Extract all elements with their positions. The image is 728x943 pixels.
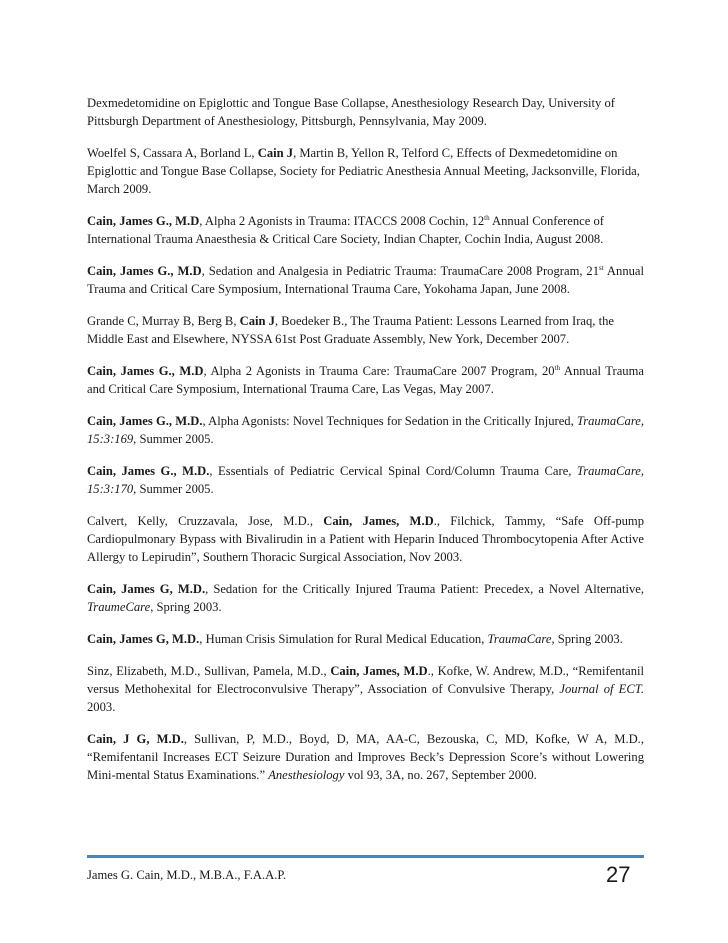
entry-text: , Spring 2003. — [150, 600, 222, 614]
entry-text: , Human Crisis Simulation for Rural Medical Education, — [199, 632, 488, 646]
ordinal-suffix: th — [484, 214, 490, 222]
entry-text: Annual Trauma and Critical Care Symposium, International Trauma Care, Yokohama Japan, June 2008. — [87, 264, 645, 296]
page-number: 27 — [606, 862, 631, 887]
publication-entry — [87, 412, 644, 448]
author-highlight: Cain, James G, M.D. — [87, 632, 200, 646]
ordinal-suffix: th — [554, 364, 561, 372]
author-highlight: Cain, James G., M.D — [87, 214, 200, 228]
entry-text: Dexmedetomidine on Epiglottic and Tongue Base Collapse, Anesthesiology Research Day, University of Pittsburgh Department of Anesthesiology, Pittsburgh, Pennsylvania, May 2009. — [87, 96, 615, 128]
author-highlight: Cain, James G., M.D. — [87, 414, 203, 428]
publication-entry — [87, 94, 644, 130]
entry-text: Annual Trauma and Critical Care Symposium, International Trauma Care, Las Vegas, May 2007. — [87, 364, 644, 396]
entry-text: , Sullivan, P, M.D., Boyd, D, MA, AA-C, Bezouska, C, MD, Kofke, W A, M.D., “Remifentanil Increases ECT Seizure Duration and Improves Beck’s Depression Score’s without Lowering Mini-mental Status Examinations.” — [87, 732, 644, 782]
entry-text: 2003. — [87, 700, 116, 714]
journal-title: TraumaCare, 15:3:170 — [87, 464, 644, 496]
entry-text: Woelfel S, Cassara A, Borland L, — [87, 146, 258, 160]
author-highlight: Cain J — [239, 314, 275, 328]
publication-entry — [87, 362, 644, 398]
entry-text: ., Kofke, W. Andrew, M.D., “Remifentanil versus Methohexital for Electroconvulsive Therapy”, Association of Convulsive Therapy, — [87, 664, 645, 696]
publication-entry — [87, 662, 644, 716]
entry-text: , Sedation for the Critically Injured Trauma Patient: Precedex, a Novel Alternative, — [205, 582, 644, 596]
footer-author: James G. Cain, M.D., M.B.A., F.A.A.P. — [87, 868, 287, 882]
author-highlight: Cain, James, M.D — [323, 514, 434, 528]
publication-entry — [87, 580, 644, 616]
entry-text: ., Filchick, Tammy, “Safe Off-pump Cardiopulmonary Bypass with Bivalirudin in a Patient with Heparin Induced Thrombocytopenia After Active Allergy to Lepirudin”, Southern Thoracic Surgical Association, Nov 2003. — [87, 514, 645, 564]
entry-text: Sinz, Elizabeth, M.D., Sullivan, Pamela, M.D., — [87, 664, 331, 678]
publication-entry — [87, 262, 644, 298]
footer-rule — [87, 855, 644, 858]
publication-entry — [87, 730, 644, 784]
author-highlight: Cain, J G, M.D. — [87, 732, 184, 746]
entry-text: , Spring 2003. — [551, 632, 623, 646]
publication-entry — [87, 512, 644, 566]
journal-title: Journal of ECT. — [559, 682, 644, 696]
entry-text: , Boedeker B., The Trauma Patient: Lessons Learned from Iraq, the Middle East and Elsewhere, NYSSA 61st Post Graduate Assembly, New York, December 2007. — [87, 314, 614, 346]
publication-list — [87, 94, 644, 798]
publication-entry — [87, 312, 644, 348]
entry-text: Grande C, Murray B, Berg B, — [87, 314, 240, 328]
entry-text: , Alpha Agonists: Novel Techniques for Sedation in the Critically Injured, — [202, 414, 577, 428]
entry-text: , Alpha 2 Agonists in Trauma: ITACCS 2008 Cochin, 12 — [199, 214, 485, 228]
author-highlight: Cain J — [257, 146, 294, 160]
author-highlight: Cain, James G, M.D. — [87, 582, 206, 596]
publication-entry — [87, 630, 644, 648]
entry-text: vol 93, 3A, no. 267, September 2000. — [344, 768, 537, 782]
publication-entry — [87, 212, 644, 248]
journal-title: TraumaCare — [487, 632, 552, 646]
entry-text: , Sedation and Analgesia in Pediatric Trauma: TraumaCare 2008 Program, 21 — [201, 264, 600, 278]
entry-text: Annual Conference of International Trauma Anaesthesia & Critical Care Society, Indian Chapter, Cochin India, August 2008. — [87, 214, 604, 246]
author-highlight: Cain, James G., M.D. — [87, 464, 210, 478]
author-highlight: Cain, James, M.D — [330, 664, 428, 678]
entry-text: Calvert, Kelly, Cruzzavala, Jose, M.D., — [87, 514, 324, 528]
entry-text: , Summer 2005. — [133, 482, 214, 496]
entry-text: , Essentials of Pediatric Cervical Spinal Cord/Column Trauma Care, — [209, 464, 577, 478]
ordinal-suffix: st — [599, 264, 604, 272]
entry-text: , Martin B, Yellon R, Telford C, Effects of Dexmedetomidine on Epiglottic and Tongue Base Collapse, Society for Pediatric Anesthesia Annual Meeting, Jacksonville, Florida, March 2009. — [87, 146, 640, 196]
journal-title: TraumeCare — [87, 600, 151, 614]
journal-title: TraumaCare, 15:3:169 — [87, 414, 644, 446]
publication-entry — [87, 462, 644, 498]
entry-text: , Alpha 2 Agonists in Trauma Care: TraumaCare 2007 Program, 20 — [203, 364, 555, 378]
journal-title: Anesthesiology — [268, 768, 345, 782]
author-highlight: Cain, James G., M.D — [87, 364, 204, 378]
publication-entry — [87, 144, 644, 198]
author-highlight: Cain, James G., M.D — [87, 264, 202, 278]
entry-text: , Summer 2005. — [133, 432, 214, 446]
